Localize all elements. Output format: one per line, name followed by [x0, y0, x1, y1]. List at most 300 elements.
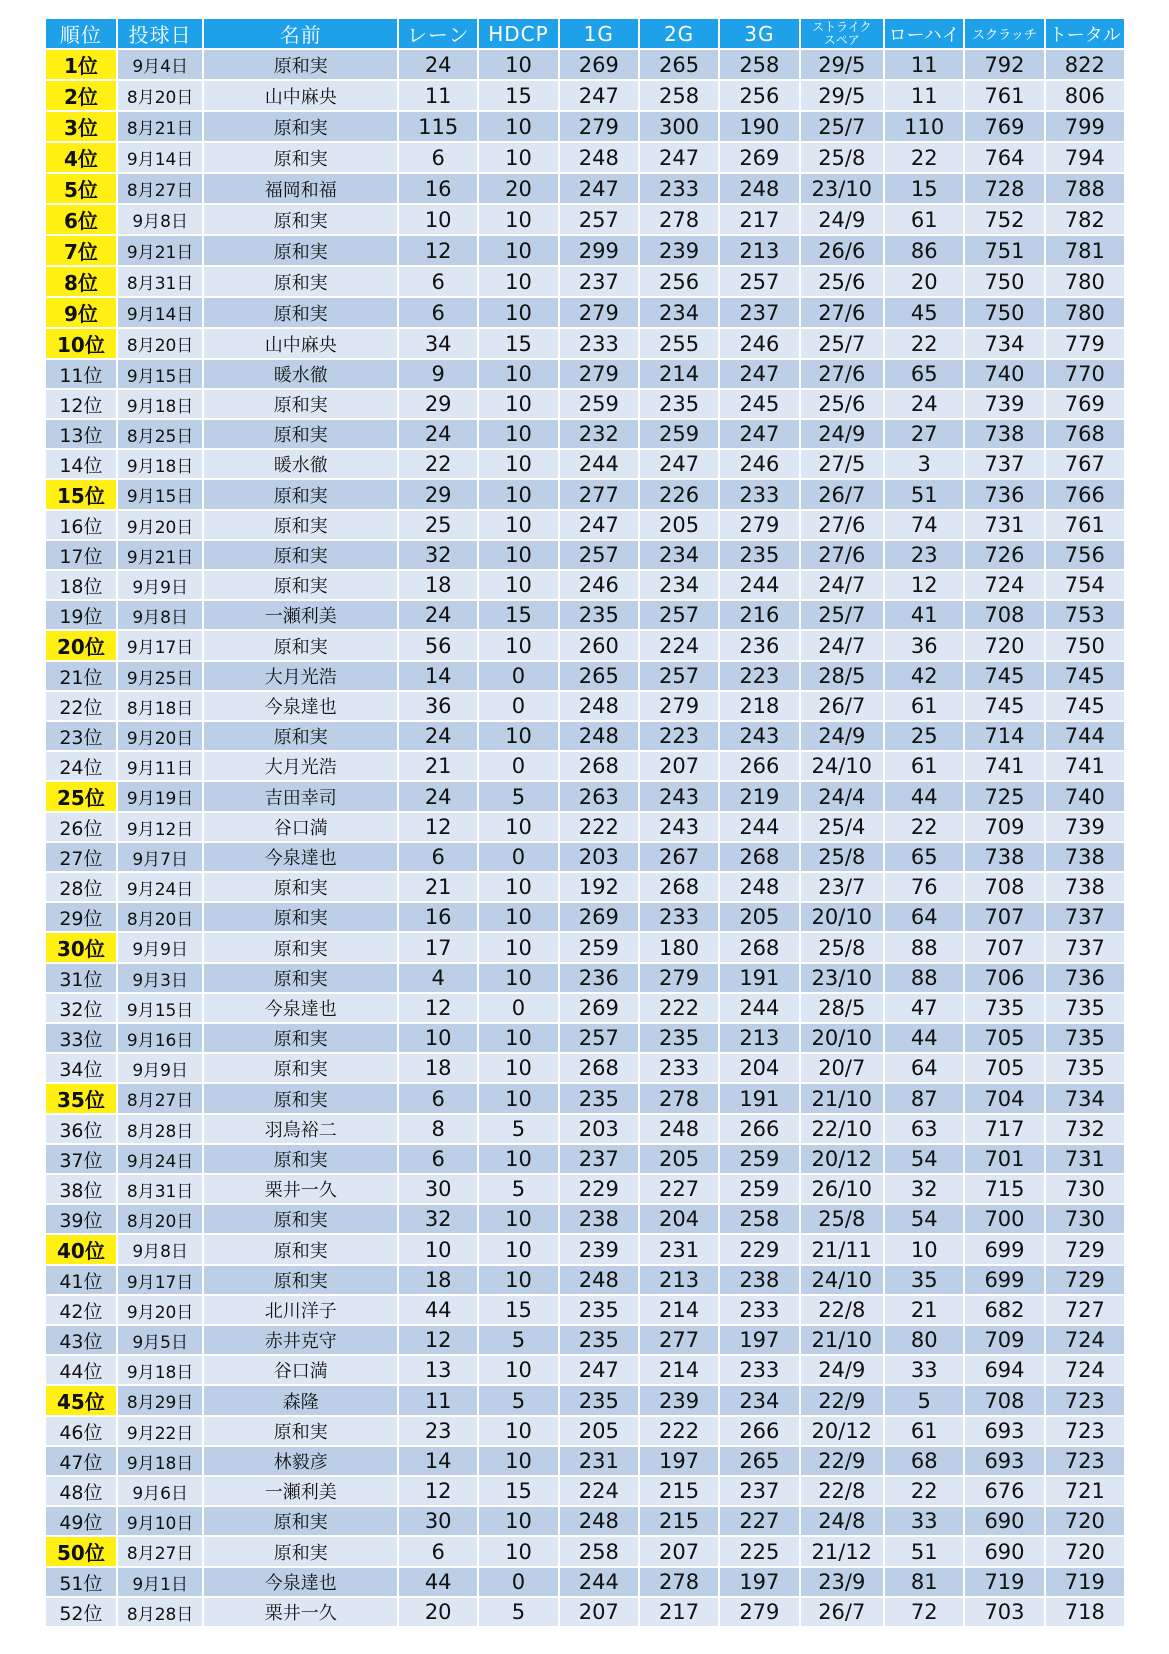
game3-score-cell: 237 [720, 1477, 798, 1505]
scratch-cell: 738 [965, 843, 1043, 871]
game2-score-cell: 278 [640, 1568, 718, 1596]
scratch-cell: 701 [965, 1145, 1043, 1173]
table-row [46, 662, 1124, 690]
table-row [46, 601, 1124, 629]
rank-cell: 49位 [46, 1507, 116, 1535]
player-name-cell: 原和実 [204, 390, 397, 418]
date-cell: 9月8日 [118, 601, 203, 629]
table-row [46, 1537, 1124, 1566]
game1-score-cell: 248 [560, 692, 638, 720]
low-high-cell: 45 [885, 298, 963, 327]
player-name-cell: 原和実 [204, 511, 397, 539]
player-name-cell: 原和実 [204, 903, 397, 931]
date-cell: 8月20日 [118, 903, 203, 931]
hdcp-cell: 10 [479, 903, 557, 931]
lane-cell: 12 [399, 1477, 477, 1505]
scratch-cell: 731 [965, 511, 1043, 539]
date-cell: 8月18日 [118, 692, 203, 720]
rank-cell: 52位 [46, 1598, 116, 1626]
rank-cell: 4位 [46, 143, 116, 172]
total-cell: 723 [1046, 1386, 1124, 1415]
rank-cell: 25位 [46, 782, 116, 811]
strike-spare-cell: 23/7 [801, 873, 884, 901]
header-row [46, 19, 1124, 48]
table-row [46, 81, 1124, 110]
scratch-cell: 738 [965, 420, 1043, 448]
hdcp-cell: 15 [479, 1477, 557, 1505]
table-row [46, 692, 1124, 720]
game3-score-cell: 235 [720, 541, 798, 569]
strike-spare-cell: 27/5 [801, 450, 884, 478]
strike-spare-cell: 24/9 [801, 420, 884, 448]
rank-cell: 45位 [46, 1386, 116, 1415]
low-high-cell: 87 [885, 1084, 963, 1113]
rank-cell: 33位 [46, 1024, 116, 1052]
scratch-cell: 709 [965, 1326, 1043, 1354]
table-row [46, 1145, 1124, 1173]
low-high-cell: 35 [885, 1266, 963, 1294]
strike-spare-cell: 25/8 [801, 143, 884, 172]
rank-cell: 13位 [46, 420, 116, 448]
date-cell: 9月10日 [118, 1507, 203, 1535]
low-high-cell: 42 [885, 662, 963, 690]
player-name-cell: 原和実 [204, 267, 397, 296]
game1-score-cell: 268 [560, 752, 638, 780]
strike-spare-cell: 25/6 [801, 267, 884, 296]
player-name-cell: 吉田幸司 [204, 782, 397, 811]
low-high-cell: 65 [885, 843, 963, 871]
game2-score-cell: 227 [640, 1175, 718, 1203]
low-high-cell: 22 [885, 143, 963, 172]
game1-score-cell: 265 [560, 662, 638, 690]
game2-score-cell: 207 [640, 1537, 718, 1566]
low-high-cell: 86 [885, 236, 963, 265]
strike-spare-cell: 25/7 [801, 329, 884, 358]
game2-score-cell: 217 [640, 1598, 718, 1626]
total-cell: 753 [1046, 601, 1124, 629]
rank-cell: 47位 [46, 1447, 116, 1475]
rank-cell: 18位 [46, 571, 116, 599]
lane-cell: 44 [399, 1568, 477, 1596]
table-row [46, 964, 1124, 992]
table-row [46, 420, 1124, 448]
date-cell: 8月20日 [118, 81, 203, 110]
game2-score-cell: 214 [640, 1296, 718, 1324]
date-cell: 8月27日 [118, 1537, 203, 1566]
lane-cell: 23 [399, 1417, 477, 1445]
game1-score-cell: 299 [560, 236, 638, 265]
game3-score-cell: 247 [720, 360, 798, 388]
scratch-cell: 676 [965, 1477, 1043, 1505]
hdcp-cell: 10 [479, 450, 557, 478]
date-cell: 8月20日 [118, 329, 203, 358]
strike-spare-cell: 25/8 [801, 843, 884, 871]
game3-score-cell: 197 [720, 1568, 798, 1596]
table-row [46, 329, 1124, 358]
low-high-cell: 10 [885, 1235, 963, 1264]
hdcp-cell: 10 [479, 1084, 557, 1113]
date-cell: 9月6日 [118, 1477, 203, 1505]
total-cell: 780 [1046, 298, 1124, 327]
lane-cell: 12 [399, 1326, 477, 1354]
player-name-cell: 原和実 [204, 236, 397, 265]
lane-cell: 18 [399, 1054, 477, 1082]
game2-score-cell: 234 [640, 541, 718, 569]
strike-spare-cell: 20/10 [801, 903, 884, 931]
low-high-cell: 22 [885, 1477, 963, 1505]
strike-spare-cell: 20/12 [801, 1145, 884, 1173]
low-high-cell: 5 [885, 1386, 963, 1415]
table-row [46, 1115, 1124, 1143]
game1-score-cell: 260 [560, 631, 638, 660]
scratch-cell: 740 [965, 360, 1043, 388]
game2-score-cell: 268 [640, 873, 718, 901]
rank-cell: 50位 [46, 1537, 116, 1566]
player-name-cell: 原和実 [204, 50, 397, 79]
low-high-cell: 61 [885, 752, 963, 780]
scratch-cell: 724 [965, 571, 1043, 599]
date-cell: 9月20日 [118, 1296, 203, 1324]
game1-score-cell: 247 [560, 81, 638, 110]
total-cell: 770 [1046, 360, 1124, 388]
hdcp-cell: 5 [479, 782, 557, 811]
hdcp-cell: 10 [479, 964, 557, 992]
player-name-cell: 原和実 [204, 722, 397, 750]
hdcp-cell: 5 [479, 1598, 557, 1626]
date-cell: 8月27日 [118, 1084, 203, 1113]
total-cell: 724 [1046, 1326, 1124, 1354]
game2-score-cell: 234 [640, 298, 718, 327]
rank-cell: 39位 [46, 1205, 116, 1233]
strike-spare-cell: 24/10 [801, 752, 884, 780]
table-header [46, 19, 1124, 48]
player-name-cell: 大月光浩 [204, 662, 397, 690]
game2-score-cell: 257 [640, 662, 718, 690]
game2-score-cell: 234 [640, 571, 718, 599]
rank-cell: 10位 [46, 329, 116, 358]
rank-cell: 37位 [46, 1145, 116, 1173]
rank-cell: 7位 [46, 236, 116, 265]
rank-cell: 2位 [46, 81, 116, 110]
low-high-cell: 20 [885, 267, 963, 296]
hdcp-cell: 20 [479, 174, 557, 203]
total-cell: 729 [1046, 1266, 1124, 1294]
scratch-cell: 682 [965, 1296, 1043, 1324]
game1-score-cell: 269 [560, 903, 638, 931]
lane-cell: 16 [399, 174, 477, 203]
date-cell: 8月21日 [118, 112, 203, 141]
table-row [46, 1235, 1124, 1264]
scratch-cell: 741 [965, 752, 1043, 780]
date-cell: 9月21日 [118, 541, 203, 569]
total-cell: 768 [1046, 420, 1124, 448]
total-cell: 756 [1046, 541, 1124, 569]
game1-score-cell: 269 [560, 50, 638, 79]
strike-spare-cell: 27/6 [801, 511, 884, 539]
total-cell: 732 [1046, 1115, 1124, 1143]
scratch-cell: 752 [965, 205, 1043, 234]
table-row [46, 631, 1124, 660]
date-cell: 9月19日 [118, 782, 203, 811]
strike-spare-cell: 26/7 [801, 480, 884, 509]
lane-cell: 6 [399, 298, 477, 327]
game3-score-cell: 266 [720, 752, 798, 780]
player-name-cell: 原和実 [204, 631, 397, 660]
game3-score-cell: 279 [720, 511, 798, 539]
low-high-cell: 3 [885, 450, 963, 478]
game3-score-cell: 268 [720, 933, 798, 962]
table-row [46, 1266, 1124, 1294]
date-cell: 9月18日 [118, 1356, 203, 1384]
hdcp-cell: 10 [479, 1054, 557, 1082]
lane-cell: 32 [399, 1205, 477, 1233]
game3-score-cell: 248 [720, 174, 798, 203]
lane-cell: 21 [399, 752, 477, 780]
table-row [46, 1205, 1124, 1233]
date-cell: 9月18日 [118, 390, 203, 418]
table-row [46, 450, 1124, 478]
game1-score-cell: 248 [560, 1266, 638, 1294]
game1-score-cell: 259 [560, 390, 638, 418]
strike-spare-cell: 24/9 [801, 205, 884, 234]
table-row [46, 541, 1124, 569]
strike-spare-cell: 24/9 [801, 722, 884, 750]
low-high-cell: 68 [885, 1447, 963, 1475]
strike-spare-cell: 21/10 [801, 1326, 884, 1354]
header-strike-spare [801, 19, 884, 48]
player-name-cell: 暖水徹 [204, 360, 397, 388]
table-row [46, 360, 1124, 388]
low-high-cell: 22 [885, 813, 963, 841]
strike-spare-cell: 29/5 [801, 50, 884, 79]
strike-spare-cell: 21/11 [801, 1235, 884, 1264]
header-game1: 1G [560, 19, 638, 48]
header-low-high: ローハイ [885, 19, 963, 48]
game1-score-cell: 279 [560, 112, 638, 141]
low-high-cell: 12 [885, 571, 963, 599]
table-row [46, 112, 1124, 141]
scratch-cell: 736 [965, 480, 1043, 509]
scratch-cell: 728 [965, 174, 1043, 203]
hdcp-cell: 10 [479, 267, 557, 296]
game3-score-cell: 227 [720, 1507, 798, 1535]
table-row [46, 1296, 1124, 1324]
total-cell: 737 [1046, 903, 1124, 931]
total-cell: 719 [1046, 1568, 1124, 1596]
table-row [46, 267, 1124, 296]
game3-score-cell: 205 [720, 903, 798, 931]
low-high-cell: 74 [885, 511, 963, 539]
game2-score-cell: 205 [640, 511, 718, 539]
rank-cell: 8位 [46, 267, 116, 296]
rank-cell: 22位 [46, 692, 116, 720]
table-row [46, 873, 1124, 901]
game1-score-cell: 277 [560, 480, 638, 509]
game3-score-cell: 259 [720, 1145, 798, 1173]
game2-score-cell: 239 [640, 1386, 718, 1415]
lane-cell: 11 [399, 81, 477, 110]
header-scratch: スクラッチ [965, 19, 1043, 48]
hdcp-cell: 10 [479, 1447, 557, 1475]
game2-score-cell: 222 [640, 1417, 718, 1445]
lane-cell: 9 [399, 360, 477, 388]
table-row [46, 236, 1124, 265]
rank-cell: 14位 [46, 450, 116, 478]
strike-spare-cell: 25/7 [801, 112, 884, 141]
game3-score-cell: 218 [720, 692, 798, 720]
game1-score-cell: 224 [560, 1477, 638, 1505]
game3-score-cell: 244 [720, 571, 798, 599]
rank-cell: 23位 [46, 722, 116, 750]
rank-cell: 38位 [46, 1175, 116, 1203]
scratch-cell: 700 [965, 1205, 1043, 1233]
low-high-cell: 15 [885, 174, 963, 203]
rank-cell: 32位 [46, 994, 116, 1022]
game3-score-cell: 266 [720, 1115, 798, 1143]
game2-score-cell: 233 [640, 903, 718, 931]
lane-cell: 6 [399, 1537, 477, 1566]
table-row [46, 1175, 1124, 1203]
game2-score-cell: 233 [640, 1054, 718, 1082]
table-row [46, 511, 1124, 539]
game2-score-cell: 197 [640, 1447, 718, 1475]
hdcp-cell: 5 [479, 1175, 557, 1203]
scratch-cell: 705 [965, 1024, 1043, 1052]
hdcp-cell: 10 [479, 360, 557, 388]
game2-score-cell: 204 [640, 1205, 718, 1233]
strike-spare-cell: 22/9 [801, 1386, 884, 1415]
game1-score-cell: 192 [560, 873, 638, 901]
scratch-cell: 714 [965, 722, 1043, 750]
game2-score-cell: 213 [640, 1266, 718, 1294]
player-name-cell: 原和実 [204, 1266, 397, 1294]
game2-score-cell: 259 [640, 420, 718, 448]
strike-spare-cell: 28/5 [801, 662, 884, 690]
table-row [46, 933, 1124, 962]
rank-cell: 24位 [46, 752, 116, 780]
strike-spare-cell: 25/6 [801, 390, 884, 418]
game2-score-cell: 205 [640, 1145, 718, 1173]
table-row [46, 1447, 1124, 1475]
game1-score-cell: 248 [560, 143, 638, 172]
table-row [46, 143, 1124, 172]
date-cell: 9月14日 [118, 298, 203, 327]
scratch-cell: 699 [965, 1266, 1043, 1294]
table-row [46, 752, 1124, 780]
hdcp-cell: 10 [479, 813, 557, 841]
total-cell: 735 [1046, 1024, 1124, 1052]
low-high-cell: 44 [885, 1024, 963, 1052]
total-cell: 724 [1046, 1356, 1124, 1384]
lane-cell: 6 [399, 1145, 477, 1173]
header-lane: レーン [399, 19, 477, 48]
game3-score-cell: 233 [720, 1356, 798, 1384]
game2-score-cell: 215 [640, 1507, 718, 1535]
total-cell: 781 [1046, 236, 1124, 265]
game1-score-cell: 259 [560, 933, 638, 962]
date-cell: 9月15日 [118, 360, 203, 388]
low-high-cell: 24 [885, 390, 963, 418]
low-high-cell: 23 [885, 541, 963, 569]
game2-score-cell: 265 [640, 50, 718, 79]
hdcp-cell: 15 [479, 601, 557, 629]
total-cell: 734 [1046, 1084, 1124, 1113]
low-high-cell: 54 [885, 1205, 963, 1233]
low-high-cell: 110 [885, 112, 963, 141]
total-cell: 780 [1046, 267, 1124, 296]
game1-score-cell: 237 [560, 1145, 638, 1173]
player-name-cell: 原和実 [204, 112, 397, 141]
game1-score-cell: 263 [560, 782, 638, 811]
lane-cell: 36 [399, 692, 477, 720]
strike-spare-cell: 25/8 [801, 933, 884, 962]
game1-score-cell: 247 [560, 511, 638, 539]
scratch-cell: 699 [965, 1235, 1043, 1264]
table-row [46, 390, 1124, 418]
low-high-cell: 27 [885, 420, 963, 448]
scratch-cell: 719 [965, 1568, 1043, 1596]
player-name-cell: 林毅彦 [204, 1447, 397, 1475]
date-cell: 9月8日 [118, 205, 203, 234]
game1-score-cell: 257 [560, 205, 638, 234]
table-row [46, 298, 1124, 327]
total-cell: 750 [1046, 631, 1124, 660]
hdcp-cell: 15 [479, 81, 557, 110]
player-name-cell: 原和実 [204, 420, 397, 448]
game2-score-cell: 257 [640, 601, 718, 629]
lane-cell: 12 [399, 813, 477, 841]
date-cell: 9月15日 [118, 480, 203, 509]
total-cell: 720 [1046, 1507, 1124, 1535]
lane-cell: 20 [399, 1598, 477, 1626]
game1-score-cell: 222 [560, 813, 638, 841]
date-cell: 9月20日 [118, 511, 203, 539]
game3-score-cell: 279 [720, 1598, 798, 1626]
game3-score-cell: 269 [720, 143, 798, 172]
game3-score-cell: 245 [720, 390, 798, 418]
hdcp-cell: 5 [479, 1386, 557, 1415]
rank-cell: 31位 [46, 964, 116, 992]
strike-spare-cell: 24/4 [801, 782, 884, 811]
table-body [46, 50, 1124, 1626]
game1-score-cell: 235 [560, 1326, 638, 1354]
game2-score-cell: 223 [640, 722, 718, 750]
hdcp-cell: 10 [479, 480, 557, 509]
player-name-cell: 原和実 [204, 571, 397, 599]
date-cell: 9月14日 [118, 143, 203, 172]
date-cell: 9月3日 [118, 964, 203, 992]
strike-spare-cell: 28/5 [801, 994, 884, 1022]
player-name-cell: 原和実 [204, 298, 397, 327]
total-cell: 727 [1046, 1296, 1124, 1324]
game1-score-cell: 257 [560, 1024, 638, 1052]
table-row [46, 1054, 1124, 1082]
player-name-cell: 北川洋子 [204, 1296, 397, 1324]
game2-score-cell: 235 [640, 1024, 718, 1052]
lane-cell: 115 [399, 112, 477, 141]
rank-cell: 21位 [46, 662, 116, 690]
lane-cell: 14 [399, 662, 477, 690]
scratch-cell: 707 [965, 933, 1043, 962]
game2-score-cell: 258 [640, 81, 718, 110]
game3-score-cell: 191 [720, 964, 798, 992]
game2-score-cell: 255 [640, 329, 718, 358]
player-name-cell: 今泉達也 [204, 994, 397, 1022]
hdcp-cell: 0 [479, 752, 557, 780]
hdcp-cell: 10 [479, 1266, 557, 1294]
game1-score-cell: 203 [560, 1115, 638, 1143]
scratch-cell: 694 [965, 1356, 1043, 1384]
